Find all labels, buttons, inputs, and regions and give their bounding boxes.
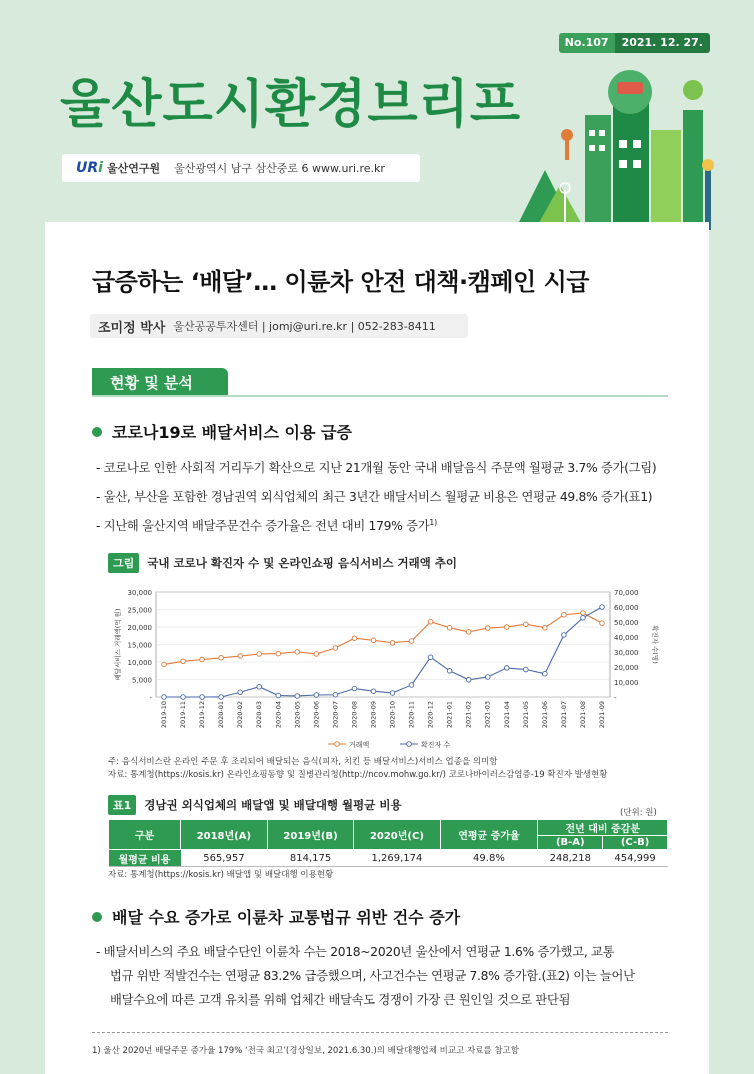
y-right-tick-label: 10,000	[614, 679, 639, 687]
section-heading: 현황 및 분석	[92, 368, 228, 396]
x-tick-label: 2019-12	[198, 701, 207, 729]
bullet-item-1: - 코로나로 인한 사회적 거리두기 확산으로 지난 21개월 동안 국내 배달음식 주문액 월평균 3.7% 증가(그림)	[96, 461, 657, 475]
y-left-tick-label: 30,000	[127, 589, 152, 597]
data-point	[428, 655, 433, 660]
table-row: 월평균 비용 565,957 814,175 1,269,174 49.8% 248,218 454,999	[109, 850, 668, 867]
figure-note: 주: 음식서비스란 온라인 주문 후 조리되어 배달되는 음식(피자, 치킨 등 배달서비스)서비스 업종을 의미함	[108, 757, 498, 767]
x-tick-label: 2021-03	[483, 701, 492, 729]
data-point	[181, 695, 186, 700]
bullet-item-3: - 지난해 울산지역 배달주문건수 증가율은 전년 대비 179% 증가$^{1)}$	[96, 517, 437, 533]
data-point	[257, 652, 262, 657]
table-header: 2018년(A)	[181, 820, 268, 850]
y-left-tick-label: 20,000	[127, 624, 152, 632]
data-point	[485, 675, 490, 680]
author-name: 조미정 박사	[98, 320, 166, 336]
table-unit: (단위: 원)	[620, 808, 657, 818]
author-bar	[90, 314, 468, 338]
data-point	[238, 690, 243, 695]
table-header: 전년 대비 증감분	[538, 820, 668, 836]
x-tick-label: 2020-06	[312, 701, 321, 729]
data-point	[390, 640, 395, 645]
data-point	[390, 691, 395, 696]
data-point	[581, 615, 586, 620]
figure-title: 그림 국내 코로나 확진자 수 및 온라인쇼핑 음식서비스 거래액 추이	[108, 553, 457, 573]
data-point	[504, 666, 509, 671]
y-left-axis-label: 배달서비스 거래액(억 원)	[114, 608, 122, 681]
y-left-tick-label: 15,000	[127, 641, 152, 650]
cost-table	[108, 819, 668, 867]
data-point	[181, 659, 186, 664]
data-point	[409, 639, 414, 644]
masthead-title: 울산도시환경브리프	[60, 75, 522, 135]
x-tick-label: 2020-04	[274, 701, 283, 729]
footnote-ref: 1)	[429, 517, 437, 527]
y-left-tick-label: 5,000	[131, 676, 152, 685]
data-point	[543, 671, 548, 676]
data-point	[562, 612, 567, 617]
x-tick-label: 2020-08	[350, 701, 359, 729]
data-point	[200, 657, 205, 662]
series-line-1	[164, 613, 602, 664]
data-point	[333, 646, 338, 651]
figure-tag: 그림	[108, 553, 139, 573]
data-point	[447, 668, 452, 673]
y-right-tick-label: 70,000	[614, 589, 639, 597]
bullet-item-2: - 울산, 부산을 포함한 경남권역 외식업체의 최근 3년간 배달서비스 월평균 비용은 연평균 49.8% 증가(표1)	[96, 490, 653, 504]
paragraph: - 배달서비스의 주요 배달수단인 이륜차 수는 2018~2020년 울산에서 연평균 1.6% 증가했고, 교통 법규 위반 적발건수는 연평균 83.2% 급증했으며, 사고건수는 연평균 7.8% 증가함.(표2) 이는 늘어난 배달수요에 따른 고객 유치를 위해 업체간 배달속도 경쟁이 가장 큰 원인일 것으로 판단됨	[96, 945, 635, 1007]
figure-source: 자료: 통계청(https://kosis.kr) 온라인쇼핑동향 및 질병관리청(http://ncov.mohw.go.kr/) 코로나바이러스감염증-19 확진자 발생현황	[108, 770, 608, 780]
data-point	[200, 695, 205, 700]
table-header: 연평균 증가율	[440, 820, 538, 850]
x-tick-label: 2020-09	[369, 701, 378, 729]
author-contact: 울산공공투자센터 | jomj@uri.re.kr | 052-283-8411	[173, 320, 436, 333]
data-point	[219, 656, 224, 661]
footnote: 1) 울산 2020년 배달주문 증가율 179% ‘전국 최고’(경상일보, 2021.6.30.)의 배달대행업체 비교고 자료를 참고함	[92, 1046, 519, 1056]
subheading-2: 배달 수요 증가로 이륜차 교통법규 위반 건수 증가	[92, 905, 460, 928]
table-header: (B-A)	[538, 836, 603, 850]
data-point	[600, 621, 605, 626]
table-source: 자료: 통계청(https://kosis.kr) 배달앱 및 배달대행 이용현황	[108, 870, 334, 880]
data-point	[447, 625, 452, 630]
data-point	[257, 684, 262, 689]
x-tick-label: 2020-07	[331, 701, 340, 729]
data-point	[314, 693, 319, 698]
article-headline: 급증하는 ‘배달’… 이륜차 안전 대책·캠페인 시급	[92, 268, 589, 296]
x-tick-label: 2020-10	[388, 701, 397, 729]
bullet-dot-icon	[92, 427, 102, 437]
data-point	[504, 625, 509, 630]
data-point	[485, 626, 490, 631]
x-tick-label: 2019-11	[179, 701, 188, 729]
data-point	[524, 667, 529, 672]
y-right-axis-label: 확진자 수(명)	[651, 625, 659, 664]
data-point	[352, 686, 357, 691]
data-point	[162, 695, 167, 700]
x-tick-label: 2021-06	[540, 701, 549, 729]
legend-marker	[335, 742, 340, 747]
x-tick-label: 2020-12	[426, 701, 435, 729]
data-point	[581, 611, 586, 616]
bullet-dot-icon	[92, 912, 102, 922]
publisher-info-bar	[62, 154, 420, 182]
data-point	[524, 622, 529, 627]
y-right-tick-label: 30,000	[614, 649, 639, 657]
issue-number: No.107	[559, 33, 615, 53]
x-tick-label: 2020-03	[255, 701, 264, 729]
footnote-divider	[92, 1032, 668, 1033]
data-point	[333, 692, 338, 697]
data-point	[466, 677, 471, 682]
y-right-tick-label: 40,000	[614, 634, 639, 642]
data-point	[276, 693, 281, 698]
x-tick-label: 2021-09	[598, 701, 606, 729]
y-right-tick-label: 20,000	[614, 664, 639, 672]
x-tick-label: 2021-04	[502, 701, 511, 729]
legend-label: 거래액	[349, 741, 370, 749]
table-title: 표1 경남권 외식업체의 배달앱 및 배달대행 월평균 비용	[108, 795, 402, 815]
data-point	[352, 636, 357, 641]
data-point	[219, 695, 224, 700]
table-header: 구분	[109, 820, 181, 850]
data-point	[562, 633, 567, 638]
x-tick-label: 2021-07	[559, 701, 568, 729]
table-header: (C-B)	[603, 836, 668, 850]
x-tick-label: 2020-01	[217, 701, 226, 729]
section-divider	[92, 395, 668, 397]
data-point	[600, 605, 605, 610]
line-chart	[108, 582, 663, 752]
data-point	[162, 662, 167, 667]
table-tag: 표1	[108, 795, 136, 815]
data-point	[295, 650, 300, 655]
x-tick-label: 2021-05	[521, 701, 530, 729]
uri-logo: URi	[76, 160, 103, 176]
data-point	[371, 689, 376, 694]
x-tick-label: 2019-10	[160, 701, 168, 729]
y-left-tick-label: -	[149, 694, 152, 702]
subheading-1: 코로나19로 배달서비스 이용 급증	[92, 420, 352, 443]
issue-badge	[559, 33, 710, 53]
y-right-tick-label: 60,000	[614, 604, 639, 612]
series-line-2	[164, 607, 602, 697]
publisher-name: 울산연구원	[106, 162, 161, 175]
data-point	[409, 683, 414, 688]
y-right-tick-label: -	[614, 694, 617, 702]
data-point	[428, 619, 433, 624]
x-tick-label: 2021-01	[445, 701, 454, 729]
x-tick-label: 2020-05	[293, 701, 302, 729]
y-right-tick-label: 50,000	[614, 619, 639, 627]
table-header: 2019년(B)	[267, 820, 354, 850]
data-point	[314, 652, 319, 657]
y-left-tick-label: 10,000	[127, 659, 152, 667]
legend-label: 확진자 수	[421, 741, 451, 749]
x-tick-label: 2021-02	[464, 701, 473, 729]
x-tick-label: 2021-08	[578, 701, 587, 729]
data-point	[371, 638, 376, 643]
x-tick-label: 2020-11	[407, 701, 416, 729]
data-point	[466, 630, 471, 635]
legend-marker	[407, 742, 412, 747]
data-point	[543, 625, 548, 630]
publisher-address: 울산광역시 남구 삼산중로 6 www.uri.re.kr	[174, 162, 385, 175]
data-point	[295, 694, 300, 699]
data-point	[238, 654, 243, 659]
table-header: 2020년(C)	[354, 820, 440, 850]
city-illustration	[505, 60, 735, 230]
y-left-tick-label: 25,000	[127, 606, 152, 615]
data-point	[276, 651, 281, 656]
x-tick-label: 2020-02	[236, 701, 245, 729]
issue-date: 2021. 12. 27.	[615, 33, 710, 53]
